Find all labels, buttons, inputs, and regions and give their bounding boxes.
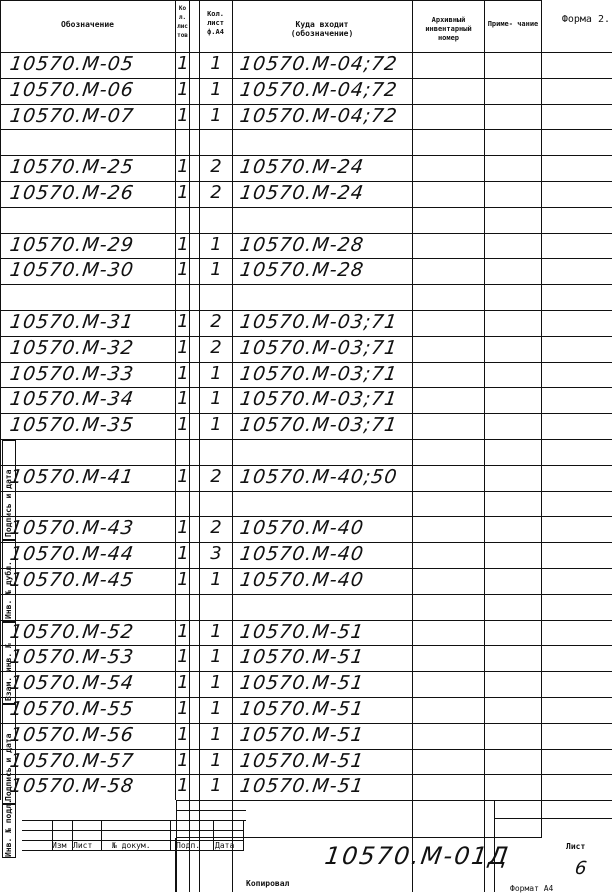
row-designation: 10570.M-57 [8,749,136,772]
row-sheets: 1 [177,543,189,565]
row-where-used: 10570.M-40;50 [238,465,400,488]
row-designation: 10570.M-55 [8,698,136,720]
row-sheets: 1 [177,775,189,797]
row-a4: 1 [210,646,222,668]
table-row [0,129,612,155]
side-label: Инв. № подл. [4,799,13,857]
row-designation: 10570.M-54 [8,672,136,695]
sheet-label: Лист [566,842,586,851]
row-sheets: 1 [177,53,189,74]
side-box-inv-dubl [2,540,16,622]
title-block-line [494,818,612,819]
row-designation: 10570.M-06 [8,78,136,101]
row-a4: 1 [210,388,222,410]
row-sheets: 1 [177,104,189,126]
table-row [0,439,612,465]
copied-label: Копировал [246,879,290,888]
row-where-used: 10570.M-40 [238,543,366,566]
row-designation: 10570.M-30 [8,259,136,282]
row-designation: 10570.M-44 [8,543,136,566]
tb-date: Дата [215,841,235,850]
row-where-used: 10570.M-24 [238,156,366,179]
table-row [0,258,612,284]
row-a4: 1 [210,362,222,384]
row-designation: 10570.M-05 [8,53,136,75]
row-designation: 10570.M-34 [8,388,136,411]
table-row [0,233,612,259]
table-row [0,104,612,130]
row-sheets: 1 [177,723,189,745]
row-where-used: 10570.M-51 [238,672,366,695]
row-a4: 1 [210,414,222,436]
row-designation: 10570.M-32 [8,336,136,359]
format-label: Формат А4 [510,884,554,893]
row-designation: 10570.M-52 [8,620,136,643]
row-sheets: 1 [177,336,189,358]
row-where-used: 10570.M-51 [238,723,366,746]
tb-list: Лист [73,841,93,850]
header-sheets-count: Кол. листов [177,5,188,39]
table-row [0,387,612,413]
row-a4: 1 [210,78,222,100]
row-designation: 10570.M-25 [8,156,136,179]
row-sheets: 1 [177,388,189,410]
side-box-vzam-inv [2,622,16,704]
header-designation: Обозначение [61,20,114,29]
row-designation: 10570.M-35 [8,414,136,437]
side-box-inv-podl [2,799,16,858]
row-where-used: 10570.M-51 [238,775,366,798]
table-row [0,465,612,491]
row-where-used: 10570.M-04;72 [238,53,400,75]
table-row [0,181,612,207]
table-row [0,78,612,104]
row-a4: 2 [210,156,222,178]
sheet-number: 6 [573,858,589,879]
row-a4: 2 [210,336,222,358]
side-box-sign-date-2 [2,704,16,804]
row-designation: 10570.M-31 [8,311,136,333]
header-a4: Кол. лист ф.А4 [207,10,224,36]
tb-sign: Подп. [176,841,201,850]
table-row [0,284,612,310]
row-sheets: 1 [177,233,189,255]
row-where-used: 10570.M-51 [238,620,366,643]
row-a4: 1 [210,259,222,281]
row-a4: 1 [210,233,222,255]
row-a4: 2 [210,465,222,487]
side-label: Инв. № дубл. [4,561,13,619]
table-row [0,749,612,775]
row-where-used: 10570.M-28 [238,259,366,282]
table-row [0,336,612,362]
row-sheets: 1 [177,465,189,487]
row-sheets: 1 [177,646,189,668]
side-label: Подпись и дата [4,469,13,537]
table-row [0,568,612,594]
tb-izm: Изм [52,841,67,850]
row-sheets: 1 [177,311,189,332]
title-block-left [22,820,244,858]
row-where-used: 10570.M-40 [238,517,366,540]
row-where-used: 10570.M-03;71 [238,414,400,437]
row-where-used: 10570.M-03;71 [238,336,400,359]
row-where-used: 10570.M-28 [238,233,366,256]
row-where-used: 10570.M-51 [238,698,366,720]
row-a4: 1 [210,698,222,719]
row-designation: 10570.M-53 [8,646,136,669]
table-row [0,310,612,336]
row-where-used: 10570.M-51 [238,646,366,669]
row-designation: 10570.M-56 [8,723,136,746]
table-row [0,723,612,749]
table-row [0,774,612,800]
row-where-used: 10570.M-24 [238,182,366,204]
row-where-used: 10570.M-03;71 [238,388,400,411]
row-where-used: 10570.M-51 [238,749,366,772]
row-designation: 10570.M-33 [8,362,136,385]
row-where-used: 10570.M-40 [238,569,366,591]
table-row [0,362,612,388]
table-row [0,542,612,568]
table-row [0,697,612,723]
table-row [0,620,612,646]
row-designation: 10570.M-07 [8,104,136,127]
row-designation: 10570.M-58 [8,775,136,798]
tb-doc-no: № докум. [112,841,151,850]
row-where-used: 10570.M-03;71 [238,311,400,333]
row-a4: 2 [210,311,222,332]
row-designation: 10570.M-45 [8,569,136,591]
row-sheets: 1 [177,620,189,642]
table-row [0,491,612,517]
row-a4: 1 [210,53,222,74]
side-box-sign-date [2,440,16,540]
row-a4: 2 [210,517,222,539]
row-where-used: 10570.M-03;71 [238,362,400,385]
row-a4: 1 [210,775,222,797]
row-a4: 1 [210,104,222,126]
document-code: 10570.M-01Д [323,842,512,870]
side-label: Взам. инв. № [4,643,13,701]
row-sheets: 1 [177,698,189,719]
row-where-used: 10570.M-04;72 [238,78,400,101]
row-a4: 1 [210,672,222,694]
header-note: Приме- чание [487,20,539,28]
header-archive: Архивный инвентарный номер [425,16,472,42]
row-sheets: 1 [177,672,189,694]
row-sheets: 1 [177,362,189,384]
row-sheets: 1 [177,569,189,590]
table-row [0,594,612,620]
form-label: Форма 2. [561,14,610,25]
row-a4: 1 [210,723,222,745]
row-sheets: 1 [177,517,189,539]
row-designation: 10570.M-43 [8,517,136,540]
table-row [0,671,612,697]
row-sheets: 1 [177,749,189,771]
table-row [0,645,612,671]
header-where-used: Куда входит (обозначение) [290,20,354,38]
row-designation: 10570.M-29 [8,233,136,256]
row-sheets: 1 [177,182,189,203]
row-a4: 1 [210,749,222,771]
row-a4: 3 [210,543,222,565]
row-where-used: 10570.M-04;72 [238,104,400,127]
table-row [0,207,612,233]
row-a4: 1 [210,569,222,590]
table-row [0,413,612,439]
row-sheets: 1 [177,414,189,436]
row-sheets: 1 [177,78,189,100]
row-designation: 10570.M-41 [8,465,136,488]
table-row [0,516,612,542]
row-sheets: 1 [177,259,189,281]
side-label: Подпись и дата [4,733,13,801]
row-designation: 10570.M-26 [8,182,136,204]
table-row [0,52,612,78]
row-sheets: 1 [177,156,189,178]
row-a4: 1 [210,620,222,642]
row-a4: 2 [210,182,222,203]
table-row [0,155,612,181]
